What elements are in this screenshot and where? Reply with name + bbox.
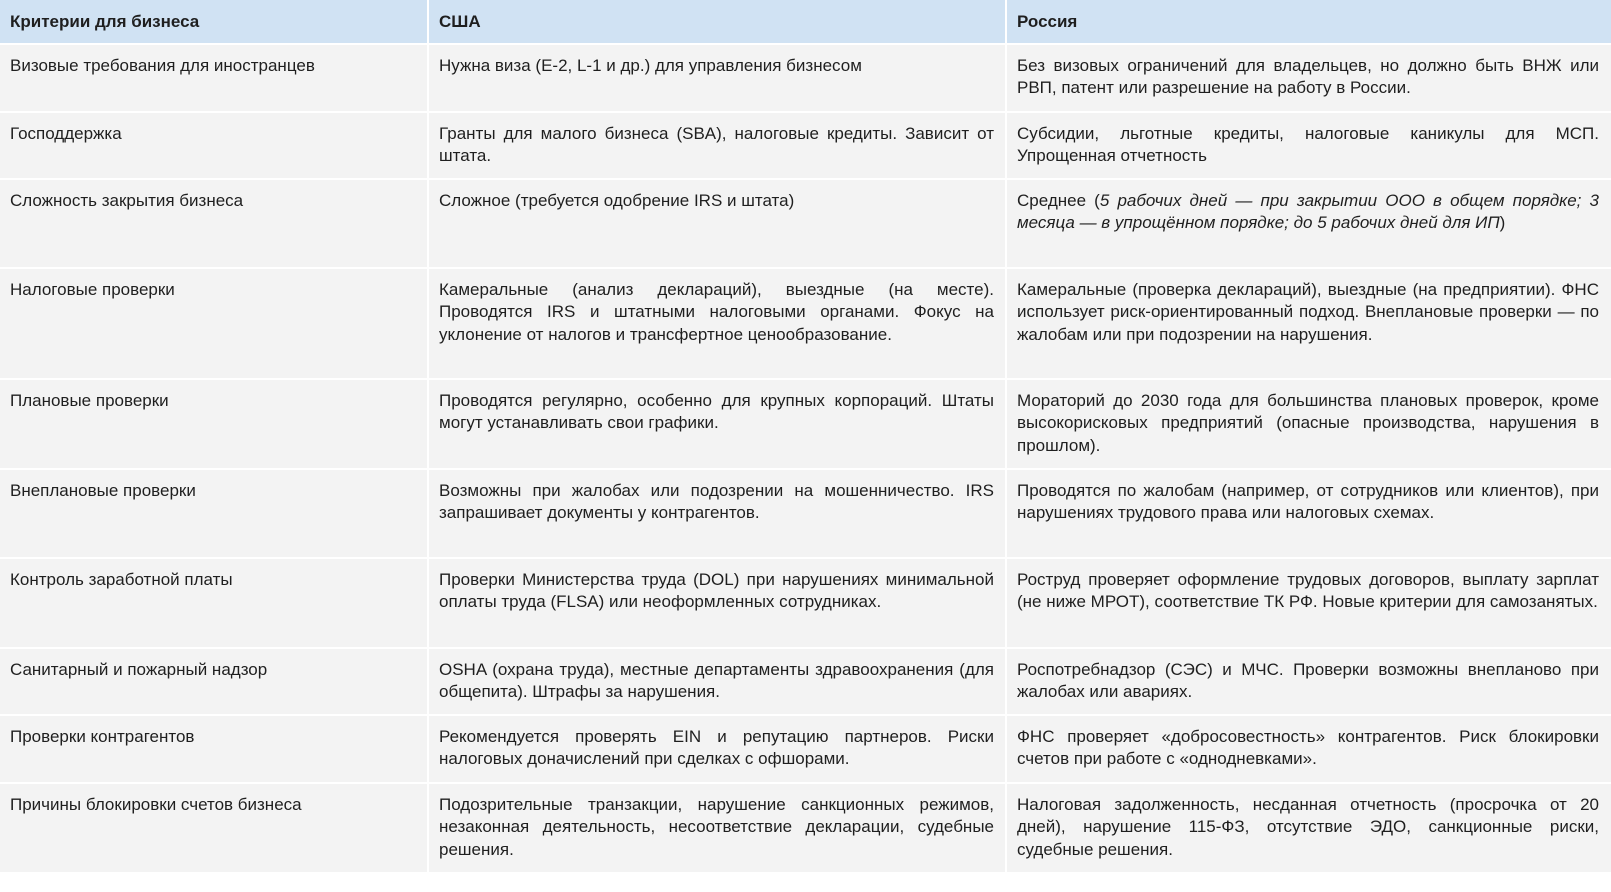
russia-closing-details: 5 рабочих дней — при закрытии ООО в общем порядке; 3 месяца — в упрощённом порядке; до 5 рабочих дней для ИП bbox=[1017, 191, 1599, 233]
row-usa: Сложное (требуется одобрение IRS и штата) bbox=[429, 180, 1005, 267]
row-criterion: Причины блокировки счетов бизнеса bbox=[0, 784, 427, 872]
russia-closing-suffix: ) bbox=[1499, 213, 1506, 233]
row-russia: Мораторий до 2030 года для большинства плановых проверок, кроме высокорисковых предприятий (опасные производства, нарушения в прошлом). bbox=[1007, 380, 1611, 468]
row-usa: Рекомендуется проверять EIN и репутацию партнеров. Риски налоговых доначислений при сделках с офшорами. bbox=[429, 716, 1005, 782]
row-usa: Подозрительные транзакции, нарушение санкционных режимов, незаконная деятельность, несоответствие декларации, судебные решения. bbox=[429, 784, 1005, 872]
row-russia: Роспотребнадзор (СЭС) и МЧС. Проверки возможны внепланово при жалобах или авариях. bbox=[1007, 649, 1611, 714]
header-russia: Россия bbox=[1007, 0, 1611, 43]
row-criterion: Господдержка bbox=[0, 113, 427, 178]
header-usa: США bbox=[429, 0, 1005, 43]
row-criterion: Визовые требования для иностранцев bbox=[0, 45, 427, 111]
row-criterion: Внеплановые проверки bbox=[0, 470, 427, 557]
row-criterion: Сложность закрытия бизнеса bbox=[0, 180, 427, 267]
row-criterion: Проверки контрагентов bbox=[0, 716, 427, 782]
header-criteria: Критерии для бизнеса bbox=[0, 0, 427, 43]
row-criterion: Контроль заработной платы bbox=[0, 559, 427, 647]
row-usa: Гранты для малого бизнеса (SBA), налоговые кредиты. Зависит от штата. bbox=[429, 113, 1005, 178]
row-criterion: Санитарный и пожарный надзор bbox=[0, 649, 427, 714]
row-russia: Роструд проверяет оформление трудовых договоров, выплату зарплат (не ниже МРОТ), соответствие ТК РФ. Новые критерии для самозанятых. bbox=[1007, 559, 1611, 647]
row-criterion: Налоговые проверки bbox=[0, 269, 427, 378]
row-russia: Налоговая задолженность, несданная отчетность (просрочка от 20 дней), нарушение 115-ФЗ, отсутствие ЭДО, санкционные риски, судебные решения. bbox=[1007, 784, 1611, 872]
row-usa: Камеральные (анализ деклараций), выездные (на месте). Проводятся IRS и штатными налоговыми органами. Фокус на уклонение от налогов и трансфертное ценообразование. bbox=[429, 269, 1005, 378]
row-russia: Камеральные (проверка деклараций), выездные (на предприятии). ФНС использует риск-ориентированный подход. Внеплановые проверки — по жалобам или при подозрении на нарушения. bbox=[1007, 269, 1611, 378]
row-russia: Проводятся по жалобам (например, от сотрудников или клиентов), при нарушениях трудового права или налоговых схемах. bbox=[1007, 470, 1611, 557]
row-usa: Проверки Министерства труда (DOL) при нарушениях минимальной оплаты труда (FLSA) или неоформленных сотрудниках. bbox=[429, 559, 1005, 647]
row-russia: ФНС проверяет «добросовестность» контрагентов. Риск блокировки счетов при работе с «однодневками». bbox=[1007, 716, 1611, 782]
row-usa: Проводятся регулярно, особенно для крупных корпораций. Штаты могут устанавливать свои графики. bbox=[429, 380, 1005, 468]
row-russia: Без визовых ограничений для владельцев, но должно быть ВНЖ или РВП, патент или разрешение на работу в России. bbox=[1007, 45, 1611, 111]
row-russia bbox=[1007, 180, 1611, 267]
row-usa: Возможны при жалобах или подозрении на мошенничество. IRS запрашивает документы у контрагентов. bbox=[429, 470, 1005, 557]
row-usa: Нужна виза (E-2, L-1 и др.) для управления бизнесом bbox=[429, 45, 1005, 111]
row-usa: OSHA (охрана труда), местные департаменты здравоохранения (для общепита). Штрафы за нарушения. bbox=[429, 649, 1005, 714]
row-russia: Субсидии, льготные кредиты, налоговые каникулы для МСП. Упрощенная отчетность bbox=[1007, 113, 1611, 178]
row-criterion: Плановые проверки bbox=[0, 380, 427, 468]
russia-closing-prefix: Среднее ( bbox=[1017, 191, 1100, 210]
